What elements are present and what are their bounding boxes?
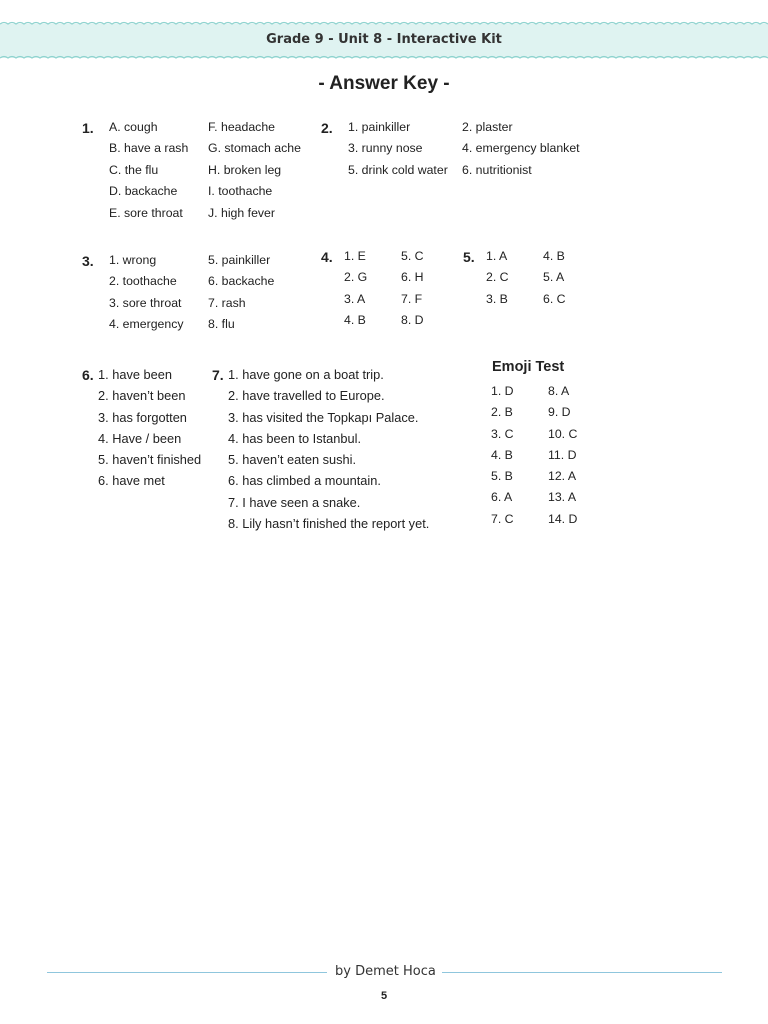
section-5-number: 5. [463,249,475,265]
answer-item: 3. has visited the Topkapı Palace. [228,409,419,425]
answer-item: G. stomach ache [208,141,301,156]
answer-item: 1. wrong [109,253,157,267]
section-3-col-a [109,250,184,336]
answer-item: 5. C [401,249,424,263]
answer-item: I. toothache [208,184,273,199]
answer-item: D. backache [109,184,178,199]
answer-item: 7. rash [208,295,246,310]
wave-border-bottom [0,55,768,61]
answer-item: 2. C [486,270,509,285]
section-4-col-b [401,246,424,332]
answer-item: 8. Lily hasn’t finished the report yet. [228,516,430,532]
answer-item: 6. backache [208,274,275,289]
section-2-col-a [348,117,448,181]
answer-item: 12. A [548,469,577,484]
answer-item: 6. A [491,490,513,505]
footer-line-left [47,972,327,973]
answer-item: 2. haven’t been [98,388,186,404]
answer-item: 7. C [491,511,514,526]
emoji-test-col-b [548,381,577,530]
section-6-list [98,364,201,492]
answer-item: A. cough [109,120,158,134]
footer-author: by Demet Hoca [335,964,436,979]
answer-item: 8. flu [208,317,235,332]
answer-item: F. headache [208,120,276,134]
wave-border-top [0,21,768,27]
answer-item: 1. A [486,249,508,263]
emoji-test-title: Emoji Test [492,359,565,375]
answer-item: 3. A [344,291,366,306]
answer-item: 5. haven’t eaten sushi. [228,452,357,468]
page-title: - Answer Key - [318,73,450,94]
answer-item: 3. runny nose [348,141,423,156]
section-4-col-a [344,246,367,332]
answer-item: 2. toothache [109,274,177,289]
answer-item: 6. have met [98,473,165,489]
answer-item: 8. D [401,313,424,328]
answer-item: 6. has climbed a mountain. [228,473,381,489]
answer-item: 2. G [344,270,368,285]
answer-item: 8. A [548,384,570,398]
answer-item: B. have a rash [109,141,189,156]
section-7-list [228,364,429,534]
answer-item: 4. emergency blanket [462,141,580,156]
answer-item: 1. painkiller [348,120,411,134]
answer-item: 2. B [491,405,513,420]
section-1-col-b [208,117,301,224]
section-3-col-b [208,250,274,336]
section-4-number: 4. [321,249,333,265]
answer-item: E. sore throat [109,205,183,220]
answer-item: 5. haven’t finished [98,452,202,468]
answer-item: C. the flu [109,162,159,177]
answer-item: 2. have travelled to Europe. [228,388,385,404]
answer-item: 4. B [344,313,366,328]
section-7-number: 7. [212,367,224,383]
answer-item: 2. plaster [462,120,513,134]
answer-item: 6. nutritionist [462,162,532,177]
answer-item: 1. D [491,384,514,398]
section-1-number: 1. [82,120,94,136]
answer-item: 1. E [344,249,366,263]
answer-item: 3. has forgotten [98,409,187,425]
answer-item: 4. emergency [109,317,184,332]
answer-item: 5. A [543,270,565,285]
answer-item: 3. C [491,426,514,441]
section-1-col-a [109,117,188,224]
emoji-test-col-a [491,381,514,530]
answer-item: 5. B [491,469,513,484]
answer-item: 13. A [548,490,577,505]
answer-item: 6. C [543,291,566,306]
section-2-number: 2. [321,120,333,136]
page-number: 5 [380,990,388,1002]
answer-item: 6. H [401,270,424,285]
section-5-col-a [486,246,509,310]
answer-item: 9. D [548,405,571,420]
answer-item: 5. painkiller [208,253,271,267]
section-3-number: 3. [82,253,94,269]
answer-item: 3. sore throat [109,295,182,310]
answer-item: J. high fever [208,205,275,220]
answer-item: 14. D [548,511,578,526]
answer-item: H. broken leg [208,162,282,177]
answer-item: 4. B [543,249,565,263]
section-6-number: 6. [82,367,94,383]
answer-item: 3. B [486,291,508,306]
section-5-col-b [543,246,566,310]
footer-line-right [442,972,722,973]
answer-item: 5. drink cold water [348,162,448,177]
answer-item: 4. Have / been [98,430,182,446]
answer-item: 10. C [548,426,578,441]
answer-item: 4. B [491,447,513,462]
answer-item: 1. have gone on a boat trip. [228,367,384,382]
answer-item: 1. have been [98,367,173,382]
section-2-col-b [462,117,580,181]
header-banner [0,24,768,58]
answer-item: 11. D [548,447,577,462]
answer-item: 7. I have seen a snake. [228,494,361,510]
banner-title: Grade 9 - Unit 8 - Interactive Kit [266,32,502,47]
answer-item: 7. F [401,291,423,306]
answer-item: 4. has been to Istanbul. [228,430,362,446]
